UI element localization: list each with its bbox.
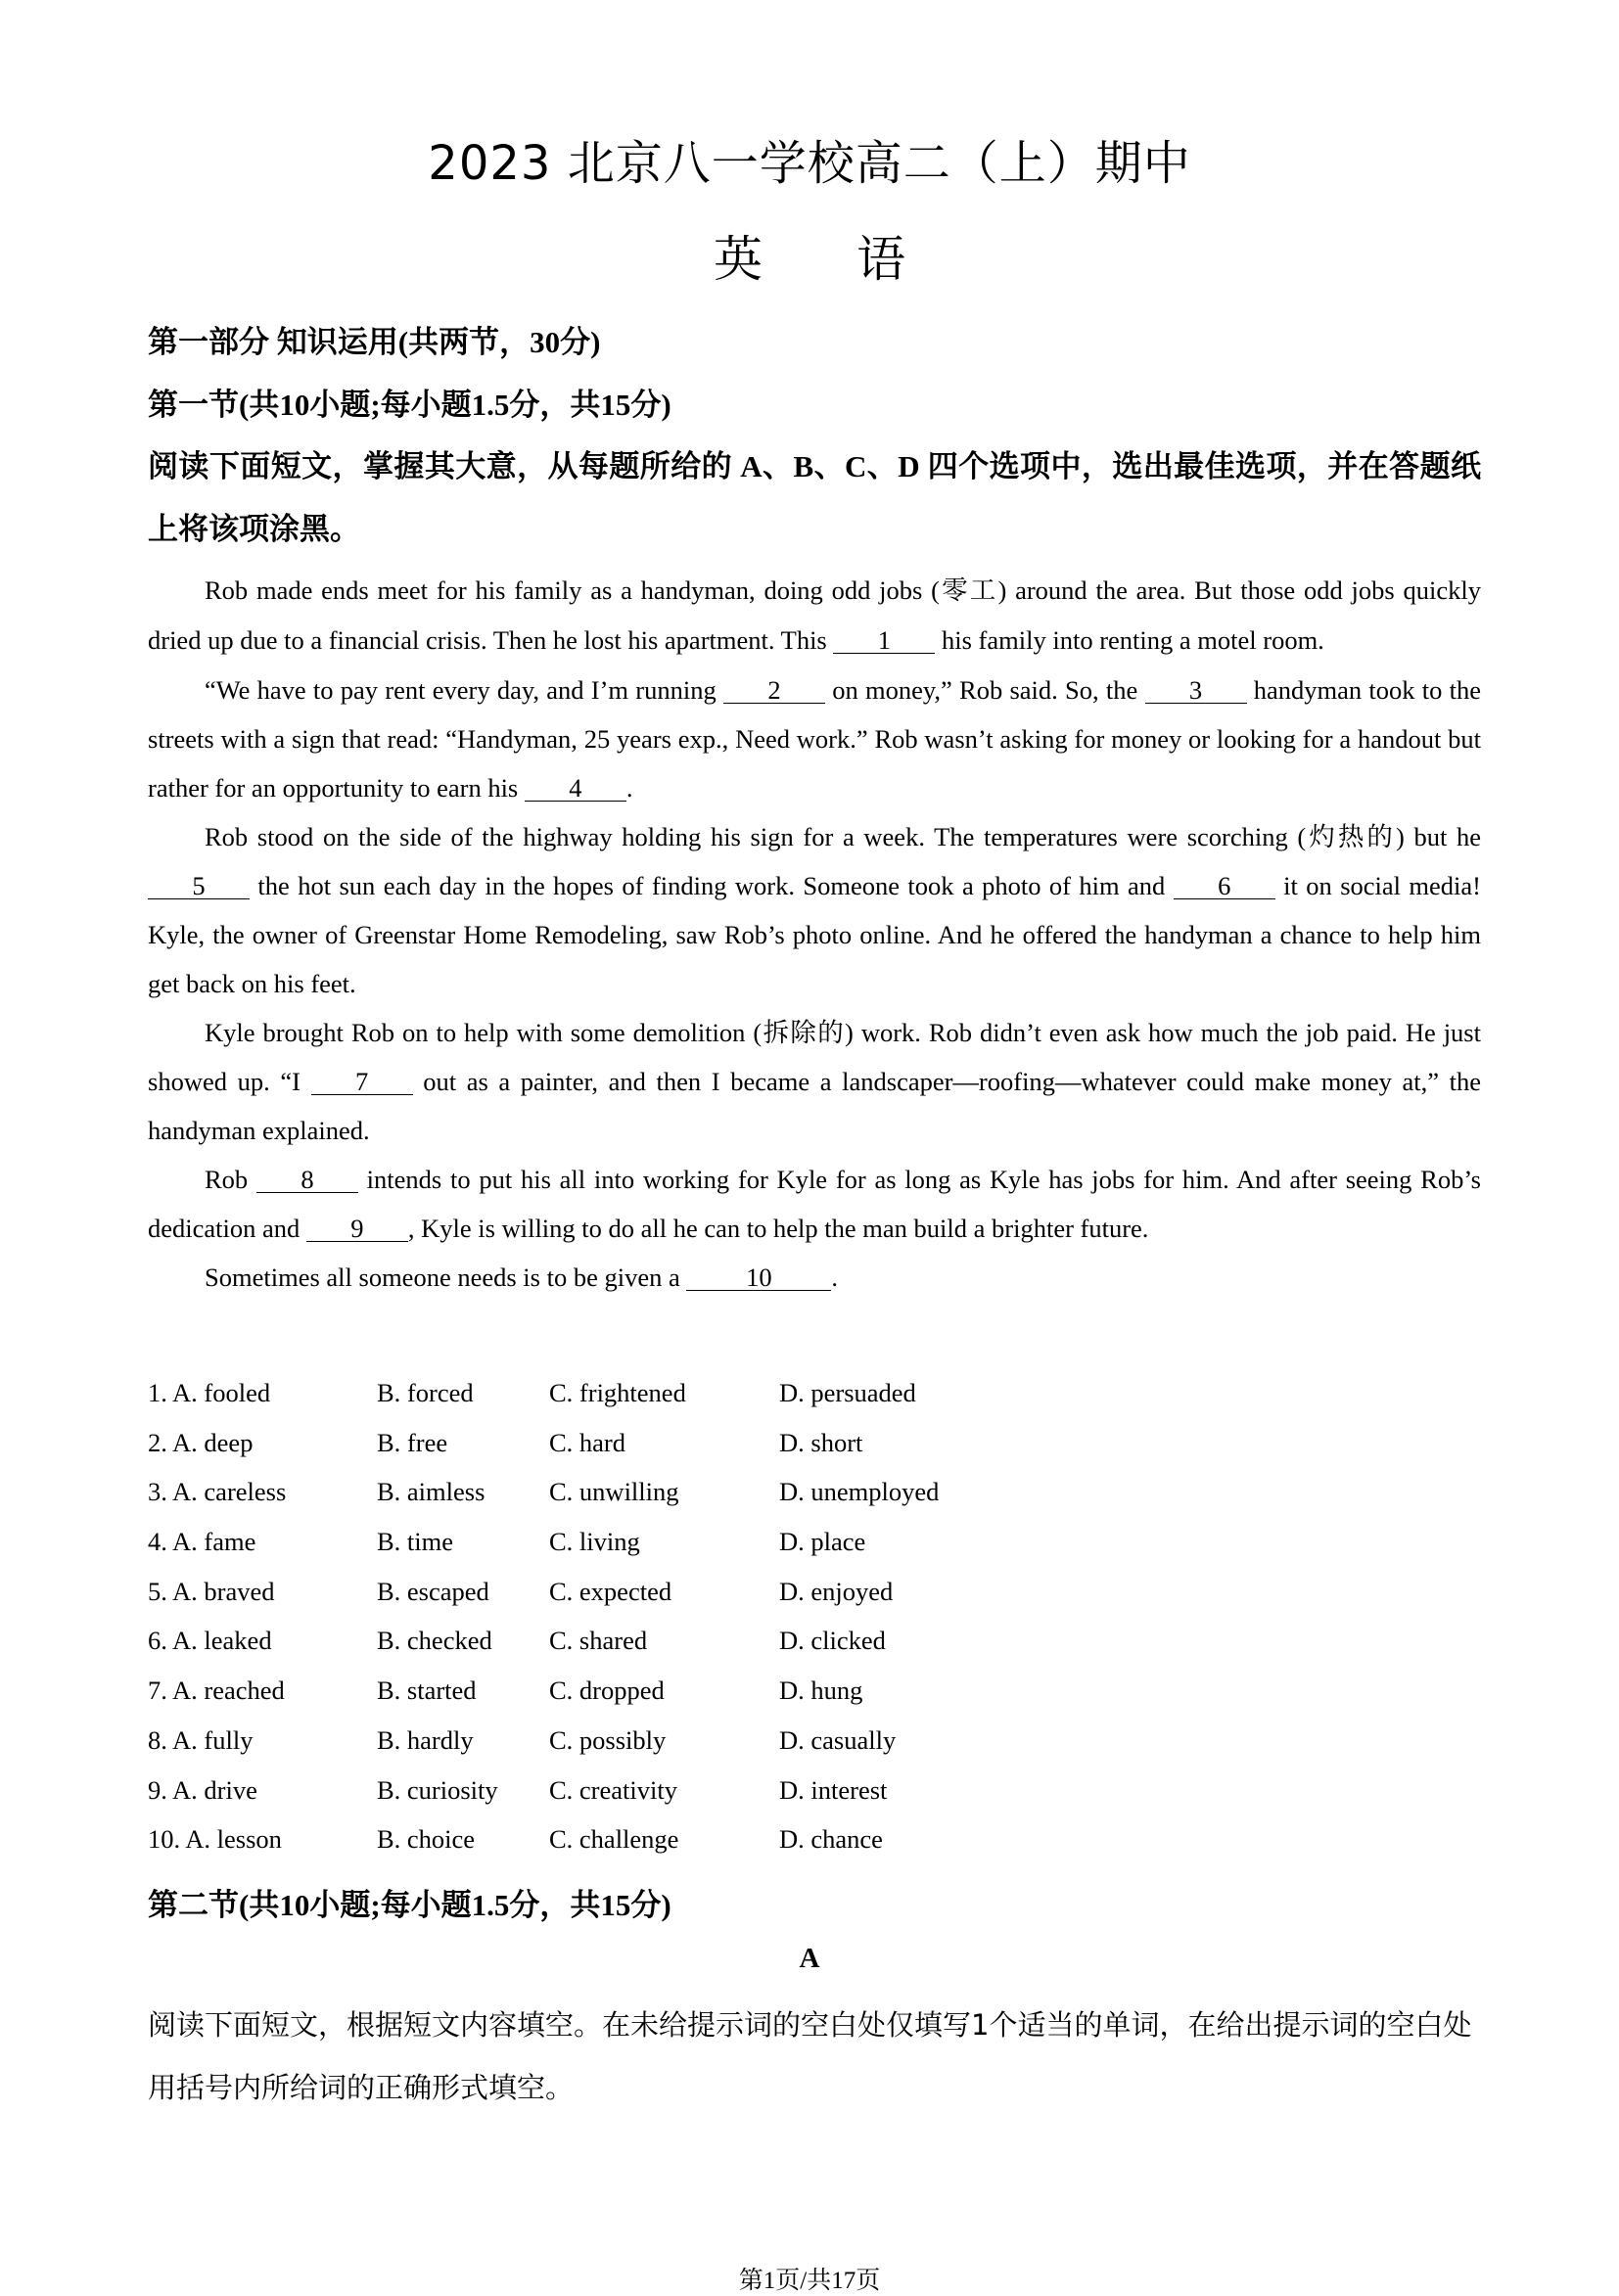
passage-text: the hot sun each day in the hopes of finding work. Someone took a photo of him and — [250, 871, 1174, 900]
subject-char: 语 — [856, 231, 905, 288]
passage-text: Kyle brought Rob on to help with some demolition (拆除的) work. Rob didn’t even ask how much the job paid. He just showed up. “I — [148, 1018, 1481, 1096]
option-a: 9. A. drive — [148, 1774, 257, 1805]
blank-3: 3 — [1145, 677, 1247, 704]
option-d: D. hung — [779, 1676, 863, 1706]
section1-instruction: 阅读下面短文，掌握其大意，从每题所给的 A、B、C、D 四个选项中，选出最佳选项，并在答题纸上将该项涂黑。 — [148, 449, 1481, 546]
option-a: 5. A. braved — [148, 1576, 275, 1606]
blank-10: 10 — [686, 1264, 831, 1291]
option-b: B. forced — [377, 1378, 474, 1407]
option-a: 2. A. deep — [148, 1427, 254, 1457]
section1-heading: 第一节(共10小题;每小题1.5分，共15分) — [148, 388, 671, 422]
subject-char: 英 — [714, 231, 763, 288]
option-c: C. hard — [549, 1427, 626, 1457]
option-d: D. enjoyed — [779, 1576, 894, 1606]
option-a: 4. A. fame — [148, 1527, 256, 1557]
paragraph-6 — [148, 1253, 1481, 1302]
option-a: 6. A. leaked — [148, 1626, 272, 1656]
option-d: D. place — [779, 1527, 866, 1557]
option-c: C. challenge — [549, 1824, 679, 1855]
option-b: B. curiosity — [377, 1774, 498, 1805]
option-b: B. aimless — [377, 1477, 486, 1507]
option-c: C. unwilling — [549, 1477, 679, 1507]
blank-5: 5 — [148, 873, 250, 899]
option-c: C. expected — [549, 1576, 672, 1606]
option-d: D. short — [779, 1427, 863, 1457]
blank-1: 1 — [833, 627, 935, 654]
option-c: C. dropped — [549, 1676, 665, 1706]
paragraph-4 — [148, 1008, 1481, 1155]
page-number: 第1页/共17页 — [738, 2268, 881, 2294]
option-a: 1. A. fooled — [148, 1378, 271, 1407]
blank-6: 6 — [1174, 873, 1275, 899]
passage-text: handyman took to the streets with a sign that read: “Handyman, 25 years exp., Need work.” Rob wasn’t asking for money or looking for a handout but rather for an opportunity to earn his — [148, 675, 1481, 803]
option-b: B. checked — [377, 1626, 492, 1656]
option-d: D. casually — [779, 1724, 897, 1755]
option-a: 3. A. careless — [148, 1477, 287, 1507]
passage-text: Rob made ends meet for his family as a handyman, doing odd jobs (零工) around the area. But those odd jobs quickly dried up due to a financial crisis. Then he lost his apartment. This — [148, 575, 1481, 655]
section2-instruction: 阅读下面短文，根据短文内容填空。在未给提示词的空白处仅填写1个适当的单词，在给出提示词的空白处用括号内所给词的正确形式填空。 — [148, 2008, 1472, 2104]
blank-2: 2 — [723, 677, 825, 704]
section2-heading: 第二节(共10小题;每小题1.5分，共15分) — [148, 1888, 671, 1922]
passage-text: Sometimes all someone needs is to be given a — [205, 1263, 687, 1292]
passage-text: Rob stood on the side of the highway holding his sign for a week. The temperatures were scorching (灼热的) but he — [205, 822, 1481, 851]
paragraph-2 — [148, 666, 1481, 812]
option-c: C. shared — [549, 1626, 648, 1656]
exam-title: 2023 北京八一学校高二（上）期中 — [428, 136, 1191, 191]
passage-a-label: A — [799, 1943, 820, 1974]
option-c: C. possibly — [549, 1724, 667, 1755]
passage-text: intends to put his all into working for Kyle for as long as Kyle has jobs for him. And after seeing Rob’s dedication and — [148, 1165, 1481, 1243]
option-c: C. frightened — [549, 1378, 686, 1407]
passage-text: Rob — [205, 1165, 256, 1194]
option-b: B. choice — [377, 1824, 476, 1855]
option-d: D. unemployed — [779, 1477, 940, 1507]
blank-8: 8 — [256, 1167, 358, 1193]
blank-9: 9 — [306, 1216, 408, 1242]
option-c: C. creativity — [549, 1774, 677, 1805]
option-b: B. escaped — [377, 1576, 489, 1606]
passage-text: , Kyle is willing to do all he can to help the man build a brighter future. — [407, 1214, 1149, 1243]
passage-text: on money,” Rob said. So, the — [824, 675, 1145, 705]
option-a: 8. A. fully — [148, 1724, 254, 1755]
passage-text: . — [831, 1263, 838, 1292]
blank-7: 7 — [311, 1069, 413, 1095]
option-a: 10. A. lesson — [148, 1824, 282, 1855]
paragraph-1 — [148, 566, 1481, 666]
option-b: B. time — [377, 1527, 454, 1557]
passage-text: . — [625, 773, 633, 803]
passage-text: his family into renting a motel room. — [935, 625, 1324, 655]
blank-4: 4 — [525, 775, 626, 802]
paragraph-3 — [148, 812, 1481, 1008]
passage-text: out as a painter, and then I became a landscaper—roofing—whatever could make money at,” the handyman explained. — [148, 1067, 1481, 1145]
subject-title — [0, 220, 1619, 291]
option-a: 7. A. reached — [148, 1676, 285, 1706]
option-d: D. clicked — [779, 1626, 886, 1656]
option-c: C. living — [549, 1527, 640, 1557]
cloze-passage — [148, 566, 1481, 1302]
part1-heading: 第一部分 知识运用(共两节，30分) — [148, 325, 601, 359]
passage-text: it on social media! Kyle, the owner of Greenstar Home Remodeling, saw Rob’s photo online. And he offered the handyman a chance to help him get back on his feet. — [148, 871, 1481, 998]
option-d: D. chance — [779, 1824, 883, 1855]
option-b: B. hardly — [377, 1724, 474, 1755]
passage-text: “We have to pay rent every day, and I’m running — [205, 675, 723, 705]
option-b: B. started — [377, 1676, 477, 1706]
option-d: D. persuaded — [779, 1378, 916, 1407]
option-d: D. interest — [779, 1774, 888, 1805]
paragraph-5 — [148, 1155, 1481, 1253]
option-b: B. free — [377, 1427, 448, 1457]
